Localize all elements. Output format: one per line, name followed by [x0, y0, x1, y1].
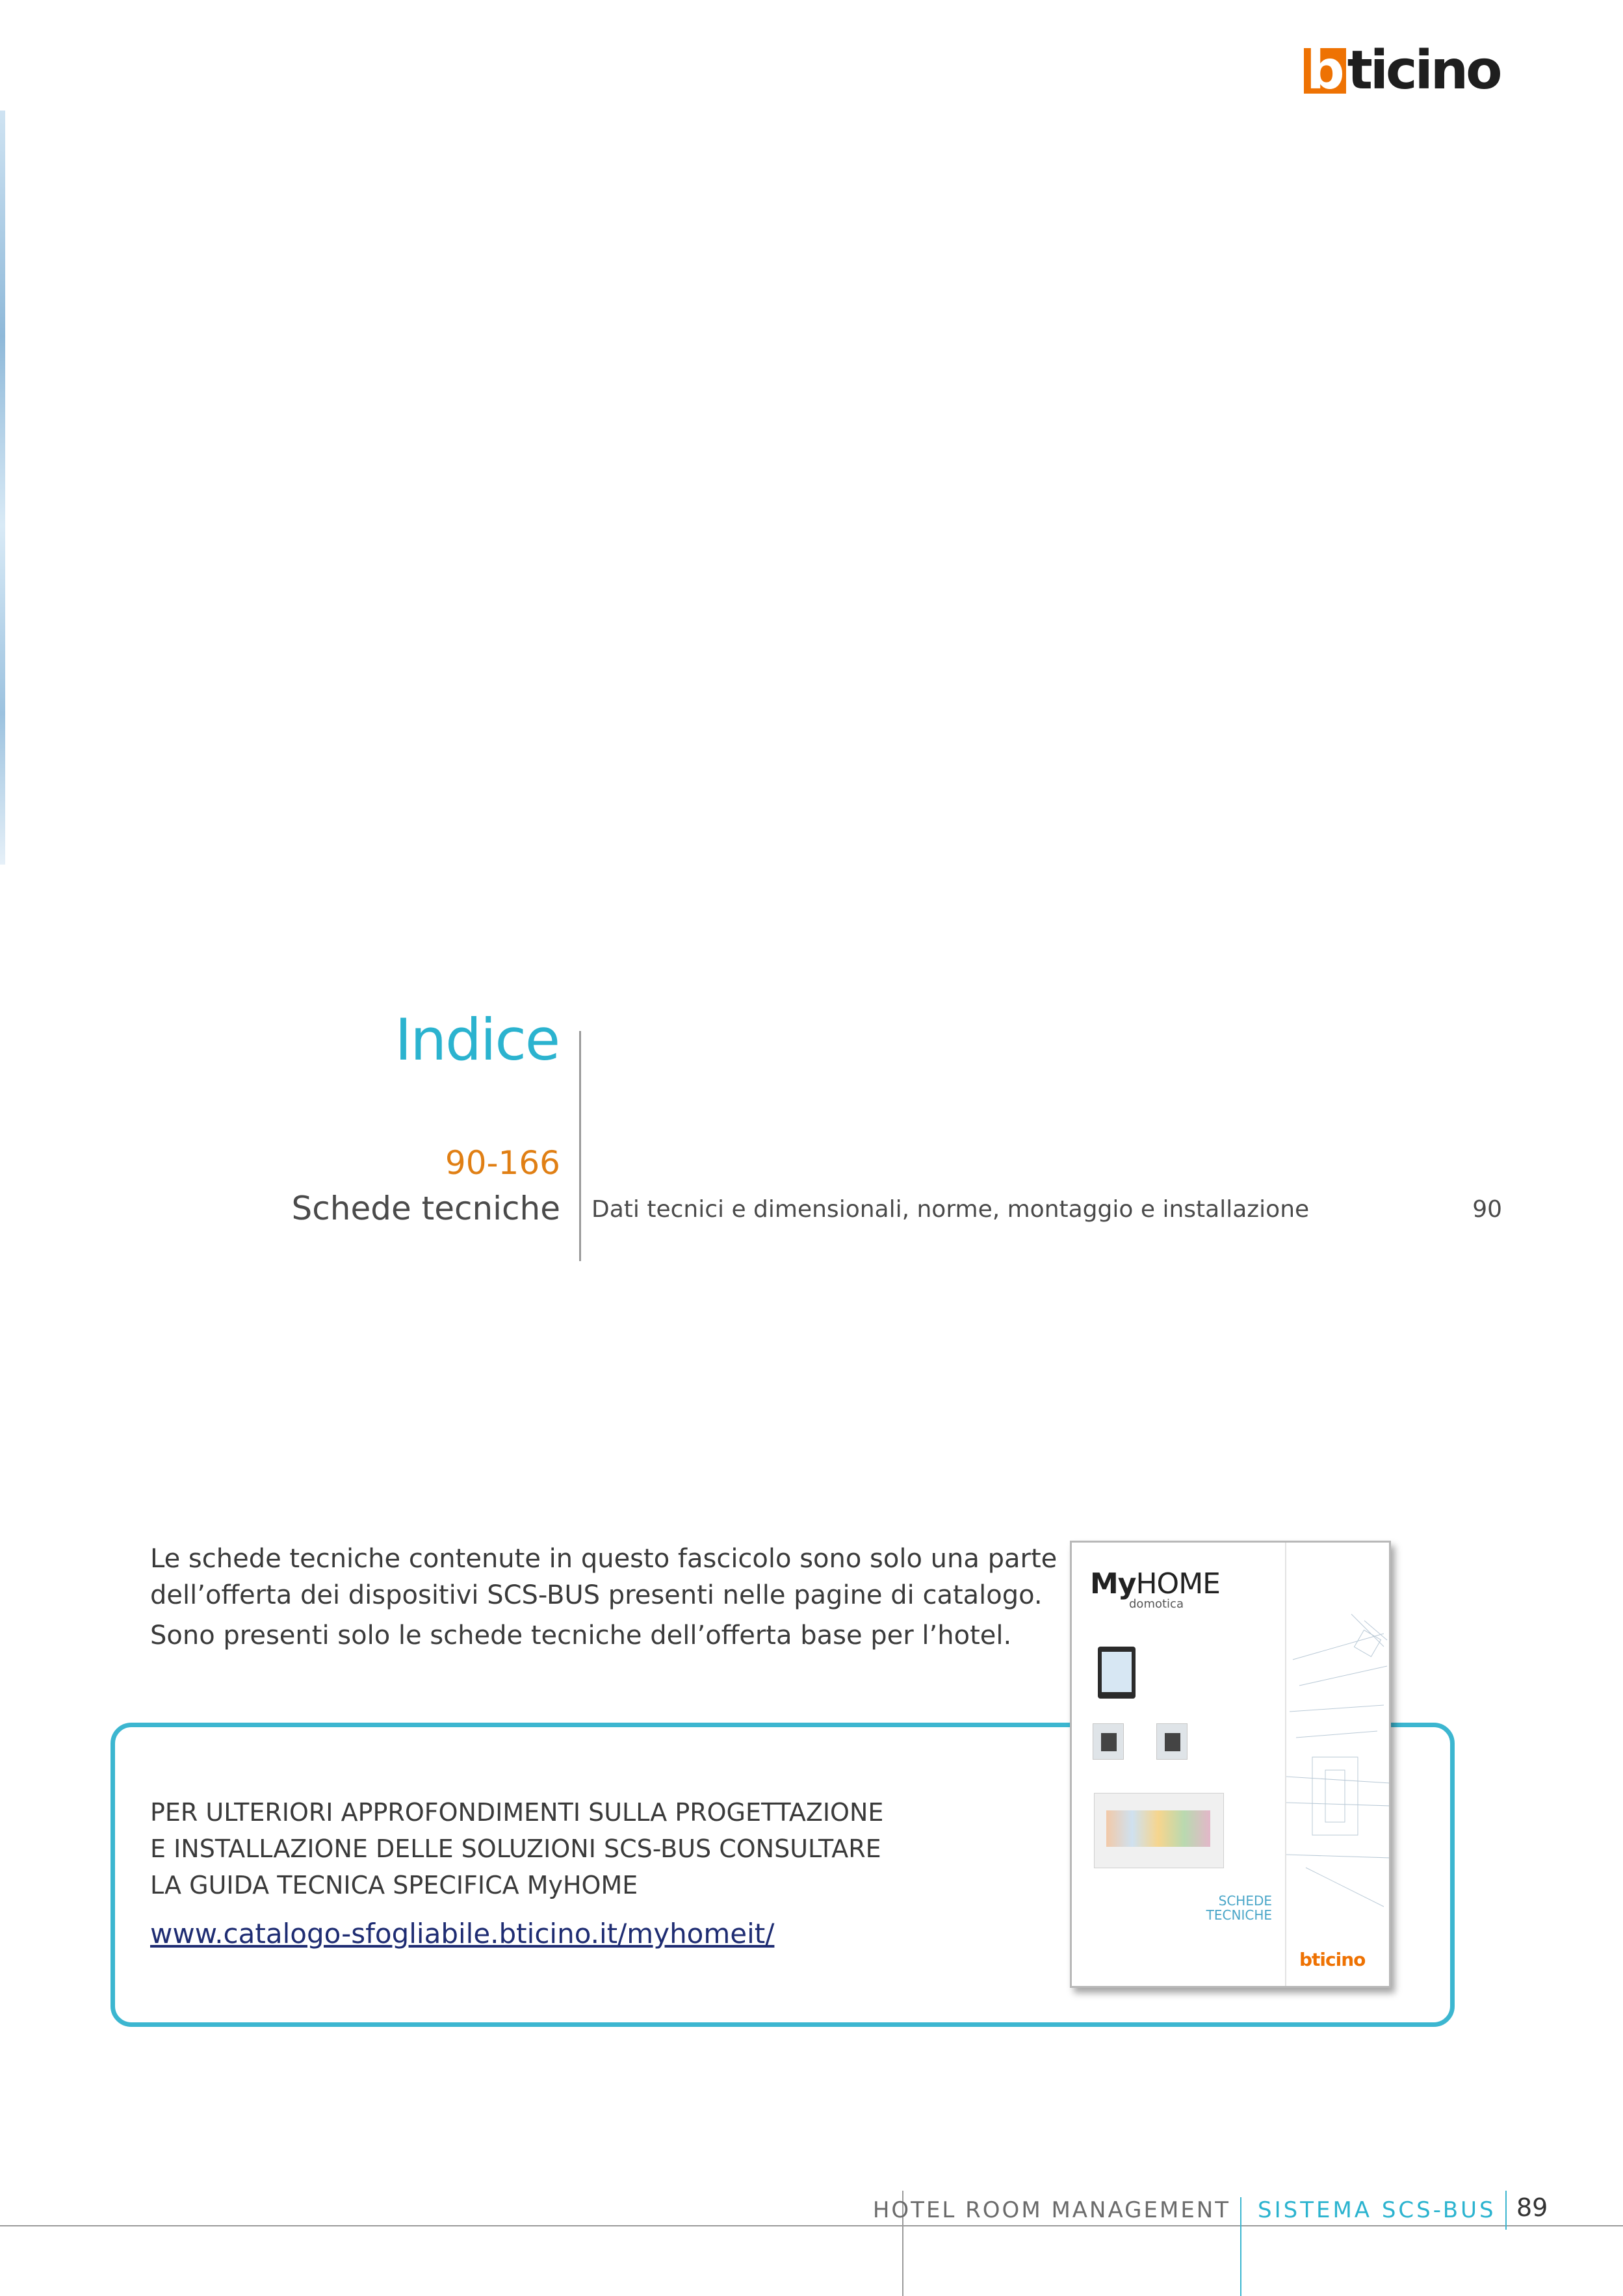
- cover-touchscreen-image: [1098, 1647, 1136, 1699]
- callout-line-2: E INSTALLAZIONE DELLE SOLUZIONI SCS-BUS CONSULTARE: [150, 1834, 881, 1863]
- catalog-cover-image: [1070, 1541, 1391, 1988]
- decorative-edge-strip: [0, 111, 5, 865]
- index-entry-label[interactable]: Schede tecniche: [291, 1190, 560, 1227]
- footer-rule: [0, 2225, 1623, 2226]
- callout-line-3: LA GUIDA TECNICA SPECIFICA MyHOME: [150, 1871, 638, 1899]
- index-title: Indice: [395, 1006, 559, 1073]
- index-entry-page[interactable]: 90: [1472, 1196, 1502, 1223]
- cover-switch-image: [1156, 1723, 1188, 1760]
- cover-screen-image: [1094, 1793, 1224, 1868]
- cover-logo: [1299, 1949, 1365, 1970]
- cover-title: [1090, 1567, 1220, 1600]
- footer-divider-3: [1505, 2191, 1507, 2230]
- index-divider: [579, 1031, 581, 1261]
- cover-schede-line-2: TECNICHE: [1206, 1907, 1272, 1923]
- cover-schede-line-1: SCHEDE: [1218, 1893, 1272, 1909]
- intro-text: [150, 1541, 1060, 1654]
- cover-logo-b: b: [1299, 1949, 1312, 1970]
- index-entry-range: 90-166: [445, 1144, 560, 1182]
- footer-system-title: SISTEMA SCS-BUS: [1258, 2197, 1496, 2223]
- intro-paragraph-1: Le schede tecniche contenute in questo fascicolo sono solo una parte dell’offerta dei dispositivi SCS-BUS presenti nelle pagine di catalogo.: [150, 1544, 1058, 1610]
- callout-line-1: PER ULTERIORI APPROFONDIMENTI SULLA PROGETTAZIONE: [150, 1798, 884, 1827]
- cover-title-rest: HOME: [1136, 1567, 1220, 1600]
- cover-subtitle: domotica: [1129, 1597, 1184, 1611]
- logo-wordmark: ticino: [1347, 40, 1500, 101]
- index-entry-description: Dati tecnici e dimensionali, norme, montaggio e installazione: [591, 1196, 1310, 1223]
- catalog-link[interactable]: www.catalogo-sfogliabile.bticino.it/myhomeit/: [150, 1918, 775, 1950]
- logo-b-mark: b: [1304, 48, 1346, 94]
- footer-section-title: HOTEL ROOM MANAGEMENT: [872, 2197, 1230, 2223]
- footer-divider-2: [1240, 2197, 1241, 2296]
- intro-paragraph-2: Sono presenti solo le schede tecniche dell’offerta base per l’hotel.: [150, 1621, 1012, 1650]
- page-number: 89: [1516, 2193, 1548, 2222]
- cover-switch-image: [1093, 1723, 1124, 1760]
- callout-text: [150, 1794, 1125, 1903]
- cover-title-bold: My: [1090, 1567, 1136, 1600]
- bticino-logo: [1304, 40, 1500, 101]
- cover-schede-label: [1201, 1894, 1272, 1922]
- cover-logo-rest: ticino: [1312, 1949, 1366, 1970]
- cover-floorplan-sketch: [1286, 1608, 1390, 1933]
